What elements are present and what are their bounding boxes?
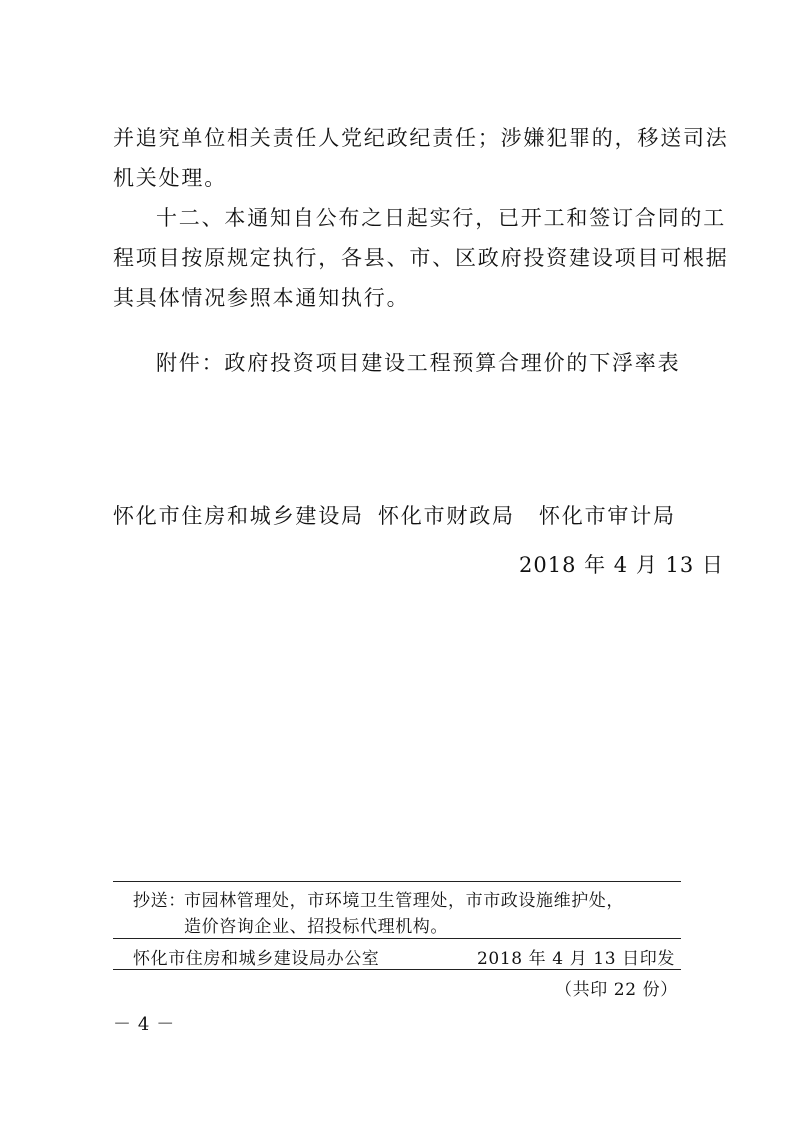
cc-label: 抄送： — [133, 891, 186, 911]
attachment-line: 附件：政府投资项目建设工程预算合理价的下浮率表 — [156, 351, 681, 375]
print-copies: （共印 22 份） — [555, 980, 678, 1000]
issuer-audit-bureau: 怀化市审计局 — [539, 504, 676, 528]
paragraph-2-line-3: 其具体情况参照本通知执行。 — [113, 286, 410, 310]
paragraph-1-line-2: 机关处理。 — [113, 166, 227, 190]
cc-recipients-line-1: 市园林管理处，市环境卫生管理处，市市政设施维护处， — [184, 891, 624, 911]
document-date: 2018 年 4 月 13 日 — [519, 553, 724, 577]
issuer-housing-bureau: 怀化市住房和城乡建设局 — [113, 504, 364, 528]
printing-bottom-rule — [113, 969, 681, 970]
page-number: － 4 － — [113, 1014, 175, 1035]
printing-office: 怀化市住房和城乡建设局办公室 — [133, 949, 380, 969]
cc-top-rule — [113, 881, 681, 882]
printing-issued-date: 2018 年 4 月 13 日印发 — [477, 949, 675, 969]
issuer-finance-bureau: 怀化市财政局 — [378, 504, 515, 528]
paragraph-2-line-1: 十二、本通知自公布之日起实行，已开工和签订合同的工 — [156, 206, 726, 230]
cc-recipients-line-2: 造价咨询企业、招投标代理机构。 — [184, 917, 448, 937]
paragraph-2-line-2: 程项目按原规定执行，各县、市、区政府投资建设项目可根据 — [113, 246, 729, 270]
cc-bottom-rule — [113, 938, 681, 939]
paragraph-1-line-1: 并追究单位相关责任人党纪政纪责任；涉嫌犯罪的，移送司法 — [113, 126, 729, 150]
